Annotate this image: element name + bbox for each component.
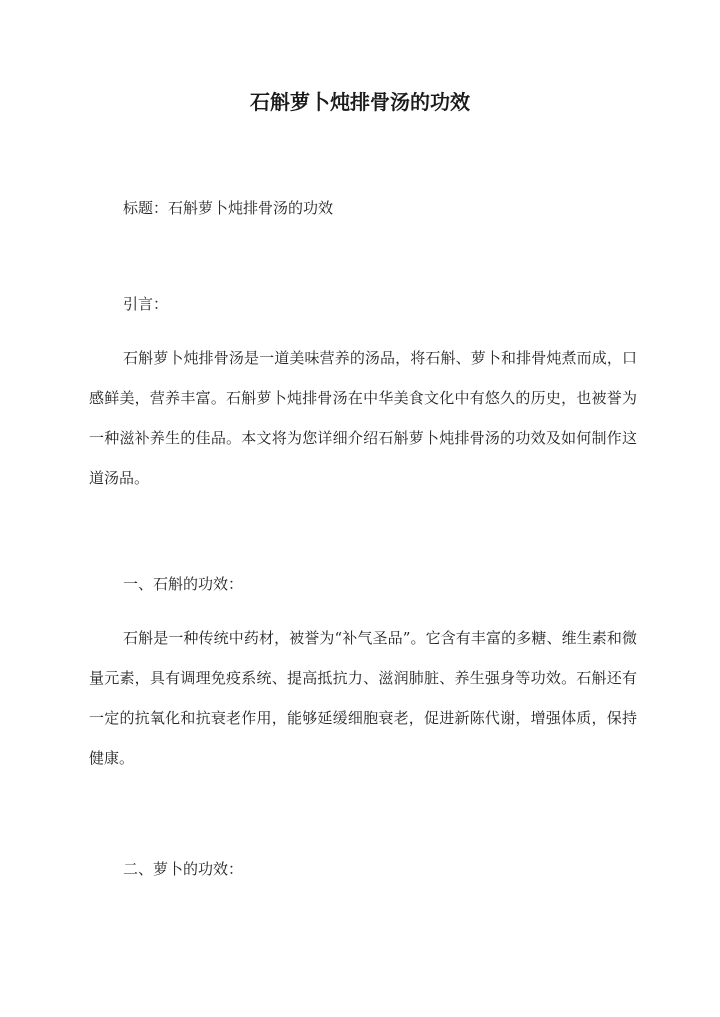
intro-paragraph: 石斛萝卜炖排骨汤是一道美味营养的汤品，将石斛、萝卜和排骨炖煮而成，口感鲜美，营养丰富。石斛萝卜炖排骨汤在中华美食文化中有悠久的历史，也被誉为一种滋补养生的佳品。本文将为您详细介绍石斛萝卜炖排骨汤的功效及如何制作这道汤品。 [89, 349, 637, 487]
document-title: 石斛萝卜炖排骨汤的功效 [250, 90, 470, 114]
intro-heading: 引言： [123, 295, 169, 313]
subject-line: 标题：石斛萝卜炖排骨汤的功效 [123, 199, 334, 217]
section1-paragraph: 石斛是一种传统中药材，被誉为“补气圣品”。它含有丰富的多糖、维生素和微量元素，具有调理免疫系统、提高抵抗力、滋润肺脏、养生强身等功效。石斛还有一定的抗氧化和抗衰老作用，能够延缓细胞衰老，促进新陈代谢，增强体质，保持健康。 [89, 629, 637, 767]
section2-heading: 二、萝卜的功效： [123, 860, 244, 878]
section1-heading: 一、石斛的功效： [123, 575, 244, 593]
